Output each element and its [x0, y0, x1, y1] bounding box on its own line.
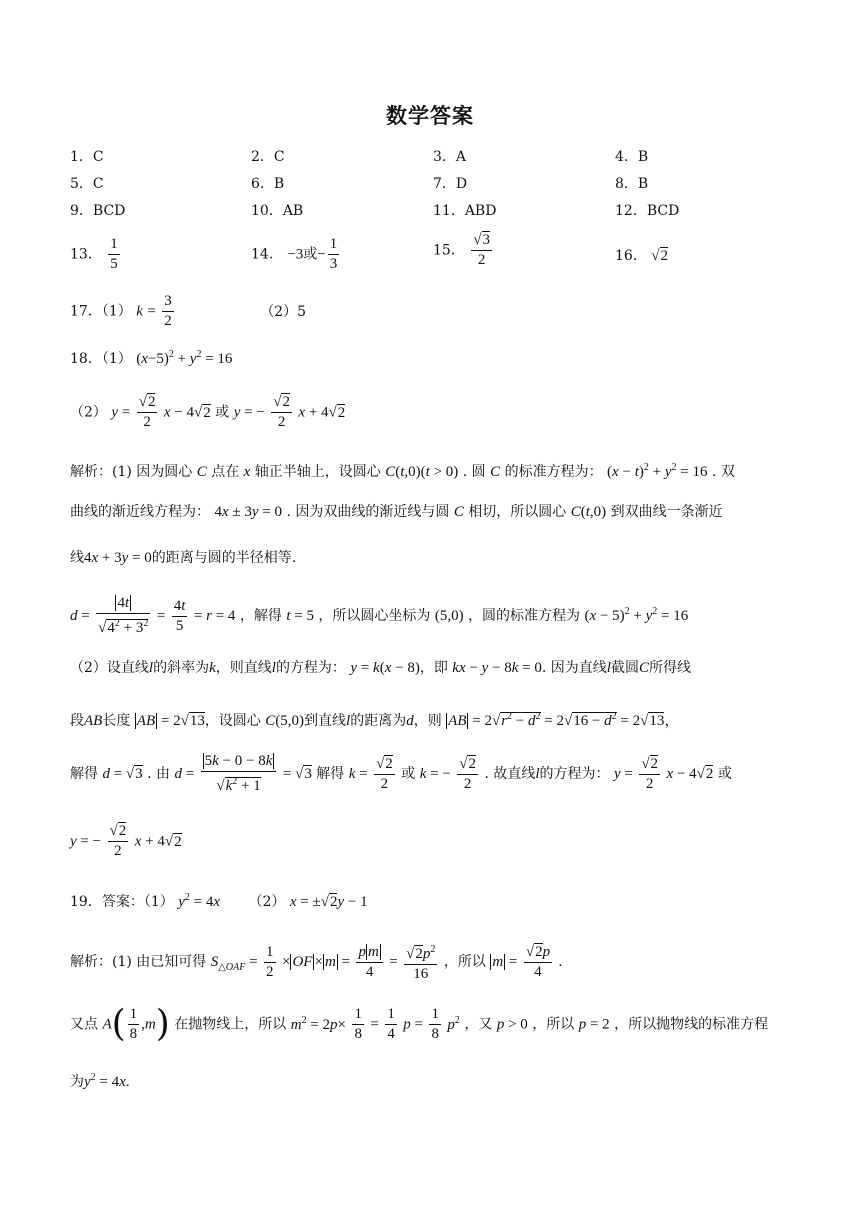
answer-2: 2．C [251, 149, 285, 165]
answer-18-explanation-line4: d = $\frac{4t}{√4^2 + 3^2}$ = $\frac{4t}{5}$ = r = 4 ，解得 t = 5 ，所以圆心坐标为 (5,0) ，圆的标准方程为 $(x - 5)^2 + y^2 = 16$ [70, 595, 689, 636]
answer-19-label: 19．答案：（1） [70, 894, 174, 910]
text: 的斜率为 [153, 660, 210, 676]
text: ，所以抛物线的标准方程 [614, 1016, 769, 1033]
text: ，则 [413, 713, 442, 729]
answer-17-part2: （2）5 [260, 303, 307, 320]
answer-18-explanation-line1: 解析：(1) 因为圆心 C 点在 x 轴正半轴上，设圆心 C(t,0)(t > 0) . 圆 C 的标准方程为： $(x - t)^2 + y^2 = 16$ . 双 [70, 462, 735, 480]
answer-row-3 [70, 200, 810, 222]
answer-18-explanation-line3: 线4x + 3y = 0的距离与圆的半径相等. [70, 550, 297, 566]
text: ，所以 [532, 1016, 575, 1033]
answer-5: 5．C [70, 176, 104, 192]
text: ，又 [464, 1016, 493, 1033]
text: ，圆的标准方程为 [468, 608, 581, 624]
text: 线 [70, 550, 84, 566]
answer-15-label: 15． [433, 242, 465, 259]
answer-16: 16． √2 [615, 248, 669, 264]
text: ，即 [419, 660, 448, 676]
text: . 故直线 [484, 766, 536, 782]
answer-1: 1．C [70, 149, 104, 165]
text: . 由 [147, 766, 171, 782]
answer-18-part1: 18．（1） $(x-5)^2 + y^2 = 16$ [70, 349, 233, 367]
answer-9: 9．BCD [70, 203, 126, 219]
text: 解析：(1) 由已知可得 [70, 954, 207, 970]
answer-12: 12．BCD [615, 203, 680, 219]
text: 解析：(1) 因为圆心 [70, 464, 193, 480]
text: 的标准方程为： [504, 464, 603, 480]
answer-row-fill [70, 232, 810, 279]
text: 在抛物线上，所以 [174, 1016, 287, 1033]
answer-row-2 [70, 173, 810, 195]
answer-13-label: 13． [70, 246, 102, 263]
answer-19-explanation-line3: 为$y^2 = 4x$. [70, 1072, 130, 1090]
text: . 圆 [462, 464, 486, 480]
answer-7: 7．D [433, 176, 468, 192]
text: 解得 [70, 766, 98, 782]
text: 轴正半轴上，设圆心 [254, 464, 381, 480]
text: ，所以 [443, 954, 486, 970]
answer-row-1 [70, 146, 810, 168]
answer-11: 11．ABD [433, 203, 497, 219]
answer-18-part2: （2） y = $\frac{√2}{2}$ x − 4√2 或 y = − $\frac{√2}{2}$ x + 4√2 [70, 394, 346, 430]
answer-19-explanation-line1: 解析：(1) 由已知可得 $S_{\triangle OAF}$ = $\frac{1}{2}$ × OF × m = $\frac{\text{p m}}{4}$ = $\frac{√2p^2}{16}$ ，所以 m = $\frac{√2p}{4}$ . [70, 940, 790, 984]
answer-14-label: 14． [251, 246, 283, 263]
text: 段 [70, 713, 84, 729]
text: 到双曲线一条渐近 [610, 504, 723, 520]
answer-19: 19．答案：（1） $y^2 = 4x$ （2） x = ±√2y − 1 [70, 892, 368, 910]
answer-16-label: 16． [615, 248, 647, 264]
answer-17-label: 17．（1） [70, 303, 132, 320]
page-title: 数学答案 [386, 104, 474, 128]
answer-19-explanation-line2: 又点 A( $\frac{1}{8}$ ,m) 在抛物线上，所以 $m^2 = 2p\times$ $\frac{1}{8}$ = $\frac{1}{4}$ p = $\frac{1}{8}$ $p^2$ ，又 p > 0 ，所以 p = 2 ，所以抛物线的标准方程 [70, 1003, 769, 1045]
answer-18-explanation-line5: （2）设直线l的斜率为k，则直线l的方程为： y = k(x − 8)，即 kx − y − 8k = 0. 因为直线l截圆C所得线 [70, 660, 691, 676]
answer-18-explanation-line6: 段AB长度 AB = 2√13，设圆心 C(5,0)到直线l的距离为d，则 AB = $2√r^2 - d^2 = 2√16 - d^2 = 2√13$， [70, 711, 680, 729]
answer-4: 4．B [615, 149, 649, 165]
text: 曲线的渐近线方程为： [70, 504, 210, 520]
text: 又点 [70, 1016, 98, 1033]
text: 点在 [211, 464, 240, 480]
answer-6: 6．B [251, 176, 285, 192]
text: 所得线 [648, 660, 691, 676]
answer-3: 3．A [433, 149, 467, 165]
text: 相切，所以圆心 [468, 504, 567, 520]
text: ，则直线 [215, 660, 272, 676]
text: . 因为直线 [541, 660, 607, 676]
text: 截圆 [610, 660, 639, 676]
answer-18-or: 或 [215, 404, 230, 421]
text: . 因为双曲线的渐近线与圆 [286, 504, 450, 520]
answer-18-explanation-line7: 解得 d = √3 . 由 d = $\frac{5k - 0 - 8k}{√k^2 + 1}$ = √3 解得 k = $\frac{√2}{2}$ 或 k = − $\frac{√2}{2}$ . 故直线l的方程为： y = $\frac{√2}{2}$ x − 4√2 或 [70, 753, 732, 794]
answer-8: 8．B [615, 176, 649, 192]
answer-13: 13． $\frac{1}{5}$ [70, 236, 118, 272]
text: . 双 [711, 464, 735, 480]
text: ，解得 [239, 608, 282, 624]
text: ，设圆心 [204, 713, 261, 729]
text: 的距离与圆的半径相等. [151, 550, 297, 566]
text: 或 [717, 766, 732, 782]
answer-15: 15． $\frac{√3}{2}$ [433, 232, 491, 268]
text: 的距离为 [350, 713, 407, 729]
answer-19-part2-label: （2） [248, 894, 286, 910]
answer-10: 10．AB [251, 203, 304, 219]
text: 解得 [316, 766, 345, 782]
text: ，所以圆心坐标为 [318, 608, 431, 624]
text: 的方程为： [539, 766, 610, 782]
answer-18-part2-label: （2） [70, 404, 107, 421]
text: 或 [401, 766, 416, 782]
answer-17: 17．（1） k = $\frac{3}{2}$ （2）5 [70, 293, 307, 329]
answer-18-explanation-line2: 曲线的渐近线方程为： 4x ± 3y = 0 . 因为双曲线的渐近线与圆 C 相切，所以圆心 C(t,0) 到双曲线一条渐近 [70, 504, 723, 520]
answer-18-label: 18．（1） [70, 351, 132, 367]
answer-14: 14． −3或− $\frac{1}{3}$ [251, 236, 338, 272]
text: 为 [70, 1074, 84, 1090]
text: 长度 [102, 713, 131, 729]
answer-18-explanation-line8: y = − $\frac{√2}{2}$ x + 4√2 [70, 823, 182, 859]
text: （2）设直线 [70, 660, 149, 676]
text: 到直线 [304, 713, 347, 729]
text: 的方程为： [275, 660, 346, 676]
